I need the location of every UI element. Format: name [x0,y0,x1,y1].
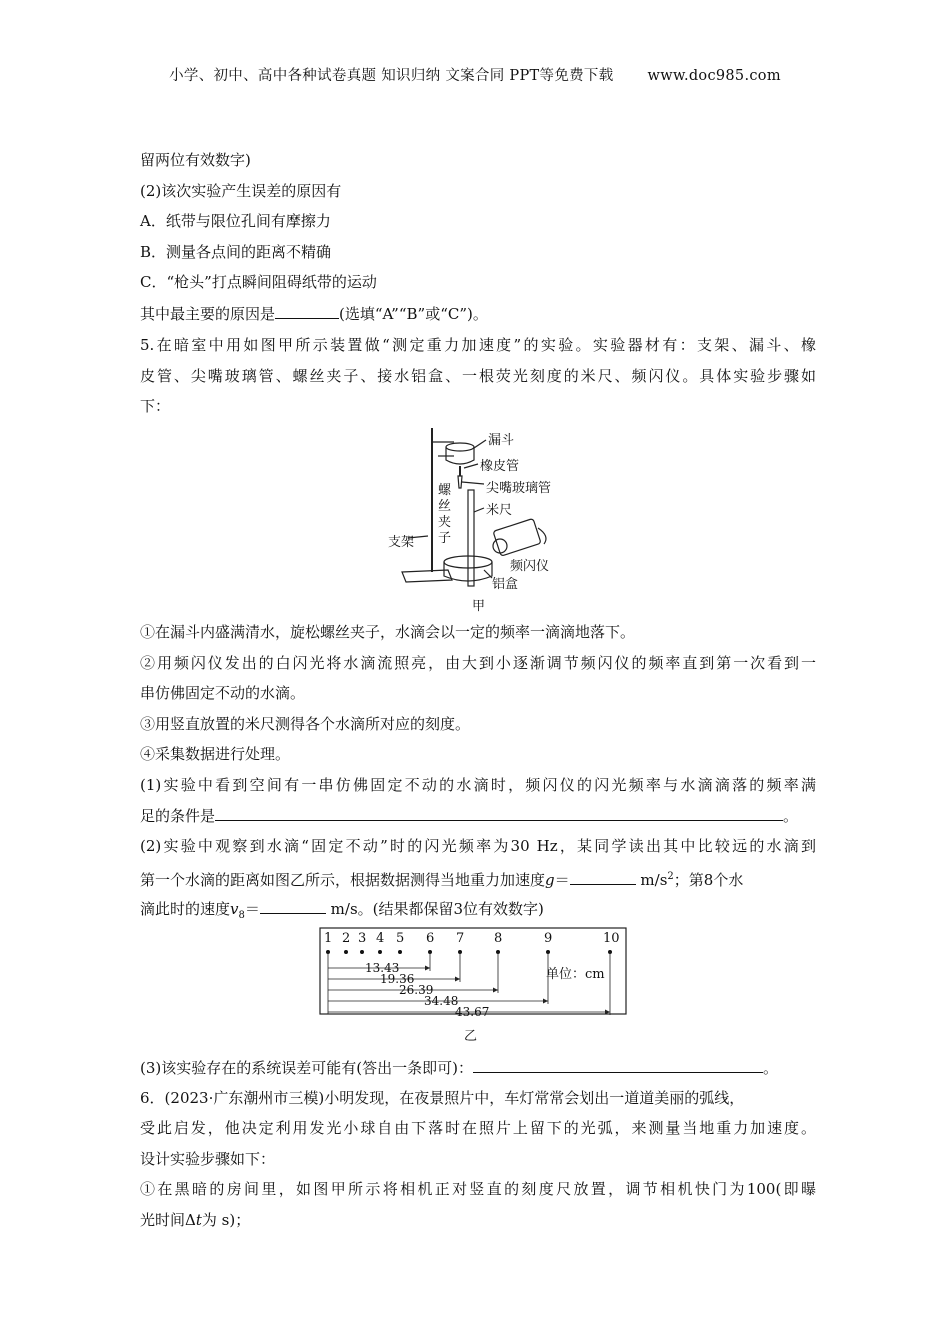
label-ruler: 米尺 [486,503,513,518]
arrow-head [493,988,498,993]
leader [474,508,484,512]
answer-blank-v8[interactable] [260,898,326,914]
step-1: ①在漏斗内盛满清水，旋松螺丝夹子，水滴会以一定的频率一滴滴地落下。 [140,623,636,641]
text-segment: (选填“A”“B”或“C”)。 [339,305,488,323]
leader [484,570,492,578]
arrow-head [543,999,548,1004]
label-clamp: 螺 [438,483,452,498]
glass-tube [458,476,462,488]
text-segment: 光时间Δ [140,1211,196,1229]
text-line [140,303,488,324]
label-clamp: 子 [438,531,452,546]
text-segment: 。 [762,1059,778,1077]
text-line: (2)该次实验产生误差的原因有 [140,182,342,200]
label-rubber-tube: 橡皮管 [480,459,520,474]
water-drop [398,950,402,954]
label-clamp: 夹 [438,515,452,530]
text-segment: ；第8个水 [673,871,744,889]
caption-jia: 甲 [472,599,486,614]
question-1-cont [140,805,798,826]
symbol-v: v [230,900,239,918]
text-line: 5.在暗室中用如图甲所示装置做“测定重力加速度”的实验。实验器材有：支架、漏斗、橡 [140,336,816,354]
text-segment: 足的条件是 [140,807,216,825]
text-segment: 潮州市三模)小明发现，在夜景照片中，车灯常常会划出一道道美丽的弧线， [243,1089,745,1107]
answer-blank[interactable] [275,303,339,319]
text-line: 受此启发，他决定利用发光小球自由下落时在照片上留下的光弧，来测量当地重力加速度。 [140,1119,816,1137]
option-b: B．测量各点间的距离不精确 [140,243,332,261]
answer-blank[interactable] [215,805,783,821]
text-segment: m/s。(结果都保留3位有效数字) [330,900,544,918]
label-stand: 支架 [388,535,415,550]
option-c: C．“枪头”打点瞬间阻碍纸带的运动 [140,273,377,291]
leader [464,464,478,468]
text-segment: ＝ [244,900,260,918]
question-2: (2)实验中观察到水滴“固定不动”时的闪光频率为30 Hz，某同学读出其中比较远的水滴到 [140,837,816,855]
symbol-t: t [195,1211,202,1229]
point-label: 8 [494,931,503,946]
answer-blank-g[interactable] [570,869,636,885]
point-label: 2 [342,931,351,946]
text-line: ①在黑暗的房间里，如图甲所示将相机正对竖直的刻度尺放置，调节相机快门为100(即曝 [140,1180,816,1198]
distance-label: 26.39 [399,983,434,997]
question-3 [140,1057,778,1078]
water-drop [344,950,348,954]
step-3: ③用竖直放置的米尺测得各个水滴所对应的刻度。 [140,715,471,733]
arrow-head [425,966,430,971]
point-label: 10 [603,931,620,946]
question-2-cont [140,867,743,890]
label-box: 铝盒 [492,577,519,592]
point-label: 9 [544,931,553,946]
label-funnel: 漏斗 [488,433,515,448]
symbol-g: g [545,871,555,889]
text-segment: 。 [783,807,799,825]
option-a: A．纸带与限位孔间有摩擦力 [140,212,331,230]
problem-6 [140,1088,744,1108]
answer-blank[interactable] [473,1057,763,1073]
header-site[interactable]: www.doc985.com [647,68,781,84]
header-text: 小学、初中、高中各种试卷真题 知识归纳 文案合同 PPT等免费下载 [169,68,614,84]
distance-label: 13.43 [365,961,400,975]
point-label: 4 [376,931,385,946]
text-segment: 第一个水滴的距离如图乙所示，根据数据测得当地重力加速度 [140,871,546,889]
point-label: 5 [396,931,405,946]
water-drop [360,950,364,954]
distance-label: 34.48 [424,994,459,1008]
label-clamp: 丝 [438,499,452,514]
distance-label: 43.67 [455,1005,490,1019]
text-segment: m/s [640,871,668,889]
distance-label: 19.36 [380,972,415,986]
text-segment: 其中最主要的原因是 [140,305,276,323]
label-strobe: 频闪仪 [510,559,550,574]
figure-jia [388,420,572,616]
point-label: 1 [324,931,333,946]
step-2-cont: 串仿佛固定不动的水滴。 [140,684,306,702]
leader [462,482,484,484]
text-segment: (3)该实验存在的系统误差可能有(答出一条即可)： [140,1059,473,1077]
caption-yi: 乙 [464,1029,478,1044]
point-label: 7 [456,931,465,946]
subscript: 8 [238,910,245,921]
text-segment-guangdong: 广东 [213,1089,244,1107]
point-label: 3 [358,931,367,946]
text-line: 设计实验步骤如下： [140,1150,276,1168]
superscript: 2 [667,871,674,882]
water-drop [378,950,382,954]
question-2-cont [140,898,544,926]
step-2: ②用频闪仪发出的白闪光将水滴流照亮，由大到小逐渐调节频闪仪的频率直到第一次看到一 [140,654,816,672]
text-line: 皮管、尖嘴玻璃管、螺丝夹子、接水铝盒、一根荧光刻度的米尺、频闪仪。具体实验步骤如 [140,367,816,385]
label-glass-tube: 尖嘴玻璃管 [486,481,552,496]
unit-label: 单位：cm [546,967,605,982]
leader [474,440,486,448]
text-segment: 为 s)； [201,1211,251,1229]
text-segment: 滴此时的速度 [140,900,231,918]
figure-yi [318,926,630,1046]
page-header [0,64,950,85]
point-label: 6 [426,931,435,946]
text-segment: ＝ [554,871,570,889]
question-1: (1)实验中看到空间有一串仿佛固定不动的水滴时，频闪仪的闪光频率与水滴滴落的频率满 [140,776,816,794]
text-line: 下： [140,397,171,415]
funnel [446,443,474,451]
text-line [140,1210,250,1230]
strobe-device [493,518,541,556]
text-segment: 6．(2023· [140,1089,214,1107]
step-4: ④采集数据进行处理。 [140,745,291,763]
text-line: 留两位有效数字) [140,151,251,169]
ruler [468,490,474,586]
arrow-head [455,977,460,982]
